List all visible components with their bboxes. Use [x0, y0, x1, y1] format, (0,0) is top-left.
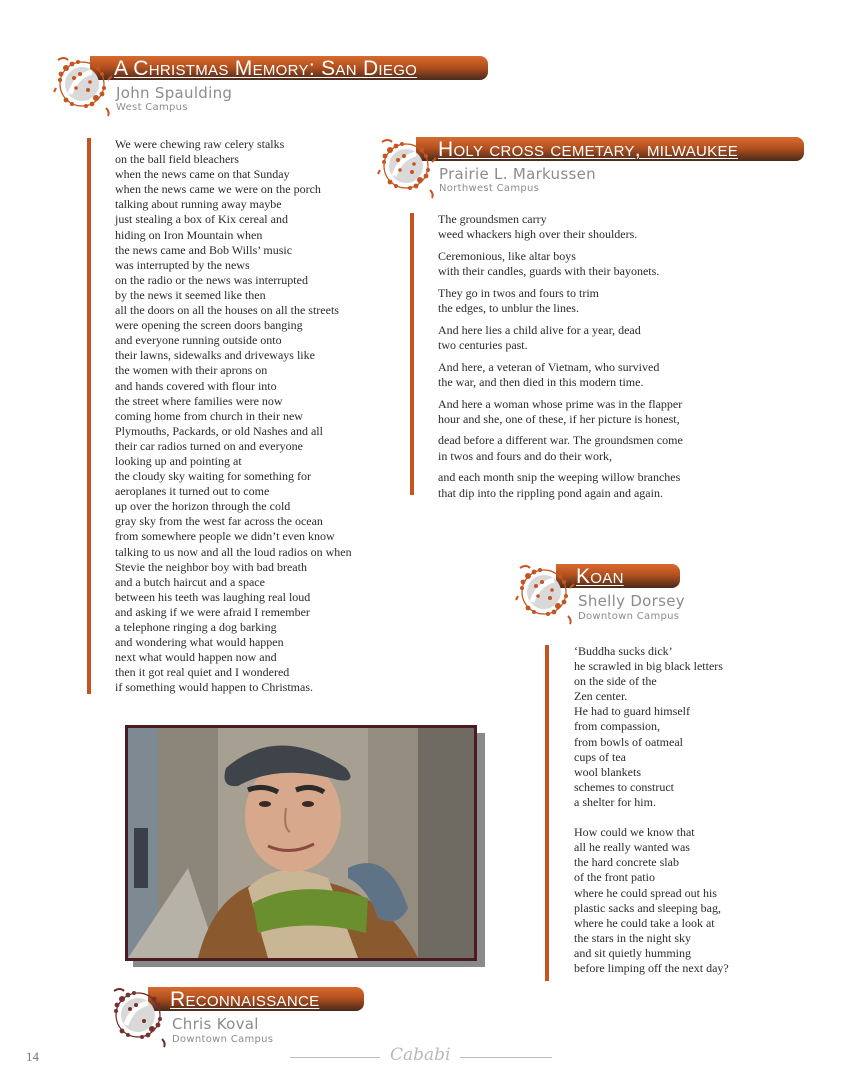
poem-line: on the radio or the news was interrupted — [115, 272, 308, 287]
poem-line: the edges, to unblur the lines. — [438, 301, 579, 316]
page-number: 14 — [26, 1049, 39, 1064]
poem-line: all he really wanted was — [574, 840, 690, 855]
poem-line: And here, a veteran of Vietnam, who survived — [438, 359, 660, 374]
poem-line: before limping off the next day? — [574, 960, 729, 975]
poem-line: a shelter for him. — [574, 794, 656, 809]
poem-line: just stealing a box of Kix cereal and — [115, 212, 288, 227]
poem-line: all the doors on all the houses on all the streets — [115, 303, 339, 318]
poem-line: and a butch haircut and a space — [115, 574, 265, 589]
poem-line: he scrawled in big black letters — [574, 659, 723, 674]
poem-line: and hands covered with flour into — [115, 378, 277, 393]
poem-line: and everyone running outside onto — [115, 333, 282, 348]
accent-rule — [545, 645, 549, 981]
accent-rule — [87, 138, 91, 694]
poem-line: looking up and pointing at — [115, 453, 242, 468]
poem-line: They go in twos and fours to trim — [438, 285, 599, 300]
footer-rule-right — [460, 1057, 552, 1058]
poem-line: and wondering what would happen — [115, 635, 284, 650]
poem-line: where he could take a look at — [574, 915, 715, 930]
poem-line: and sit quietly humming — [574, 945, 691, 960]
poem-line: were opening the screen doors banging — [115, 318, 303, 333]
gecko-emblem-icon — [514, 562, 576, 628]
poem-line: when the news came we were on the porch — [115, 182, 321, 197]
poem-line: Plymouths, Packards, or old Nashes and all — [115, 423, 323, 438]
poem-line: Zen center. — [574, 689, 628, 704]
poem-stanza — [438, 212, 683, 242]
poem-line: their lawns, sidewalks and driveways like — [115, 348, 315, 363]
poem-line: by the news it seemed like then — [115, 287, 266, 302]
poem-line: between his teeth was laughing real loud — [115, 589, 311, 604]
gecko-emblem-icon — [52, 54, 114, 120]
poem-line: dead before a different war. The groundsmen come — [438, 433, 683, 448]
poem-line: aeroplanes it turned out to come — [115, 484, 270, 499]
poem-line: when the news came on that Sunday — [115, 167, 290, 182]
poem-line: the cloudy sky waiting for something for — [115, 469, 311, 484]
poem-line: then it got real quiet and I wondered — [115, 665, 290, 680]
poem-body — [115, 137, 352, 695]
poem-line: gray sky from the west far across the ocean — [115, 514, 323, 529]
poem-campus: Downtown Campus — [172, 1034, 274, 1045]
poem-line: the news came and Bob Wills’ music — [115, 242, 293, 257]
poem-line: in twos and fours and do their work, — [438, 448, 612, 463]
poem-line: and each month snip the weeping willow branches — [438, 470, 681, 485]
poem-title: Holy cross cemetary, milwaukee — [438, 138, 739, 161]
poem-line: the hard concrete slab — [574, 855, 679, 870]
poem-line: weed whackers high over their shoulders. — [438, 227, 638, 242]
poem-title: Koan — [576, 565, 624, 588]
footer-logo: Cababi — [390, 1045, 451, 1065]
poem-line: a telephone ringing a dog barking — [115, 620, 277, 634]
poem-line — [574, 810, 729, 825]
gecko-emblem-icon — [376, 136, 438, 202]
poem-stanza — [438, 397, 683, 427]
poem-line: that dip into the rippling pond again and again. — [438, 485, 663, 500]
poem-body — [438, 212, 683, 507]
poem-line: We were chewing raw celery stalks — [115, 137, 285, 151]
photo-portrait — [125, 725, 477, 961]
poem-line: talking about running away maybe — [115, 197, 282, 212]
poem-stanza — [438, 470, 683, 500]
poem-line: The groundsmen carry — [438, 212, 547, 226]
accent-rule — [410, 213, 414, 495]
poem-line: two centuries past. — [438, 337, 528, 352]
poem-body — [574, 644, 729, 976]
poem-line: And here lies a child alive for a year, dead — [438, 322, 641, 337]
poem-stanza — [438, 433, 683, 463]
poem-line: And here a woman whose prime was in the flapper — [438, 396, 683, 411]
poem-line: hiding on Iron Mountain when — [115, 227, 263, 242]
poem-line: where he could spread out his — [574, 885, 717, 900]
poem-line: next what would happen now and — [115, 650, 277, 665]
poem-line: from compassion, — [574, 719, 660, 734]
gecko-emblem-icon — [108, 985, 170, 1051]
poem-line: up over the horizon through the cold — [115, 499, 291, 514]
poem-stanza — [438, 286, 683, 316]
poem-author: Chris Koval — [172, 1015, 259, 1033]
poem-stanza — [438, 360, 683, 390]
poem-campus: West Campus — [116, 102, 188, 113]
poem-line: on the side of the — [574, 674, 657, 689]
poem-line: if something would happen to Christmas. — [115, 680, 313, 695]
poem-line: of the front patio — [574, 870, 655, 885]
poem-line: ‘Buddha sucks dick’ — [574, 644, 673, 658]
poem-line: plastic sacks and sleeping bag, — [574, 900, 721, 915]
poem-campus: Downtown Campus — [578, 611, 680, 622]
poem-author: Shelly Dorsey — [578, 592, 685, 610]
poem-line: schemes to construct — [574, 779, 674, 794]
poem-title: Reconnaissance — [170, 988, 320, 1011]
poem-stanza — [438, 249, 683, 279]
poem-line: the war, and then died in this modern time. — [438, 374, 644, 389]
poem-author: John Spaulding — [116, 84, 233, 102]
poem-line: from bowls of oatmeal — [574, 734, 683, 749]
poem-line: from somewhere people we didn’t even know — [115, 529, 335, 544]
poem-line: was interrupted by the news — [115, 257, 250, 272]
poem-line: with their candles, guards with their bayonets. — [438, 264, 660, 279]
poem-line: How could we know that — [574, 825, 695, 840]
poem-line: talking to us now and all the loud radios on when — [115, 544, 352, 559]
poem-line: wool blankets — [574, 764, 641, 779]
poem-stanza — [438, 323, 683, 353]
poem-campus: Northwest Campus — [439, 183, 540, 194]
poem-line: coming home from church in their new — [115, 408, 303, 423]
footer-rule-left — [290, 1057, 380, 1058]
poem-title: A Christmas Memory: San Diego — [114, 57, 418, 80]
poem-author: Prairie L. Markussen — [439, 165, 596, 183]
poem-line: the street where families were now — [115, 393, 283, 408]
poem-line: Ceremonious, like altar boys — [438, 248, 576, 263]
poem-line: the stars in the night sky — [574, 930, 691, 945]
poem-line: their car radios turned on and everyone — [115, 438, 303, 453]
poem-line: cups of tea — [574, 749, 626, 764]
poem-line: Stevie the neighbor boy with bad breath — [115, 559, 307, 574]
poem-line: the women with their aprons on — [115, 363, 268, 378]
poem-line: hour and she, one of these, if her picture is honest, — [438, 411, 680, 426]
poem-line: on the ball field bleachers — [115, 152, 239, 167]
poem-line: and asking if we were afraid I remember — [115, 604, 310, 619]
poem-line: He had to guard himself — [574, 704, 690, 719]
